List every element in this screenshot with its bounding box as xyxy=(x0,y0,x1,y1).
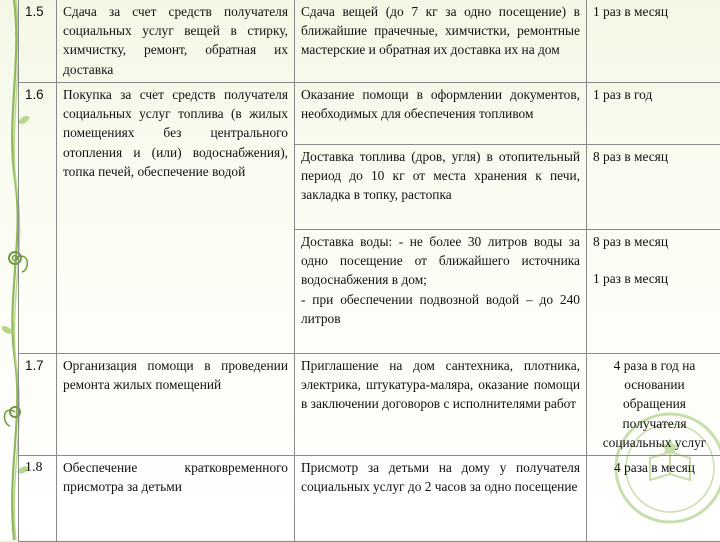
service-name: Сдача за счет средств получателя социальных услуг вещей в стирку, химчистку, ремонт, обратная их доставка xyxy=(57,0,295,83)
service-description: Доставка топлива (дров, угля) в отопительный период до 10 кг от места хранения к печи, закладка в топку, растопка xyxy=(295,145,587,230)
table-row xyxy=(19,0,720,83)
services-table xyxy=(18,0,720,542)
water-delivery-text: Доставка воды: - не более 30 литров воды за одно посещение от ближайшего источника водоснабжения в дом; xyxy=(301,234,580,287)
row-number: 1.7 xyxy=(19,354,57,456)
service-description xyxy=(295,230,587,354)
service-description: Оказание помощи в оформлении документов, необходимых для обеспечения топливом xyxy=(295,83,587,145)
service-name: Обеспечение кратковременного присмотра за детьми xyxy=(57,456,295,542)
row-number: 1.5 xyxy=(19,0,57,83)
service-name: Организация помощи в проведении ремонта жилых помещений xyxy=(57,354,295,456)
water-supply-text: - при обеспечении подвозной водой – до 240 литров xyxy=(301,292,580,326)
service-frequency xyxy=(587,230,720,354)
service-frequency: 8 раз в месяц xyxy=(587,145,720,230)
service-description: Присмотр за детьми на дому у получателя социальных услуг до 2 часов за одно посещение xyxy=(295,456,587,542)
service-description: Приглашение на дом сантехника, плотника, электрика, штукатура-маляра, оказание помощи в заключении договоров с исполнителями работ xyxy=(295,354,587,456)
row-number: 1.8 xyxy=(19,456,57,542)
table-row xyxy=(19,83,720,145)
row-number: 1.6 xyxy=(19,83,57,354)
table-row xyxy=(19,456,720,542)
water-supply-frequency: 1 раз в месяц xyxy=(593,271,668,286)
service-frequency: 1 раз в месяц xyxy=(587,0,720,83)
service-frequency: 1 раз в год xyxy=(587,83,720,145)
service-description: Сдача вещей (до 7 кг за одно посещение) в ближайшие прачечные, химчистки, ремонтные мастерские и обратная их доставка их на дом xyxy=(295,0,587,83)
service-name: Покупка за счет средств получателя социальных услуг топлива (в жилых помещениях без центрального отопления и (или) водоснабжения), топка печей, обеспечение водой xyxy=(57,83,295,354)
table-row xyxy=(19,354,720,456)
service-frequency: 4 раза в год на основании обращения получателя социальных услуг xyxy=(587,354,720,456)
water-delivery-frequency: 8 раз в месяц xyxy=(593,234,668,249)
service-frequency: 4 раза в месяц xyxy=(587,456,720,542)
